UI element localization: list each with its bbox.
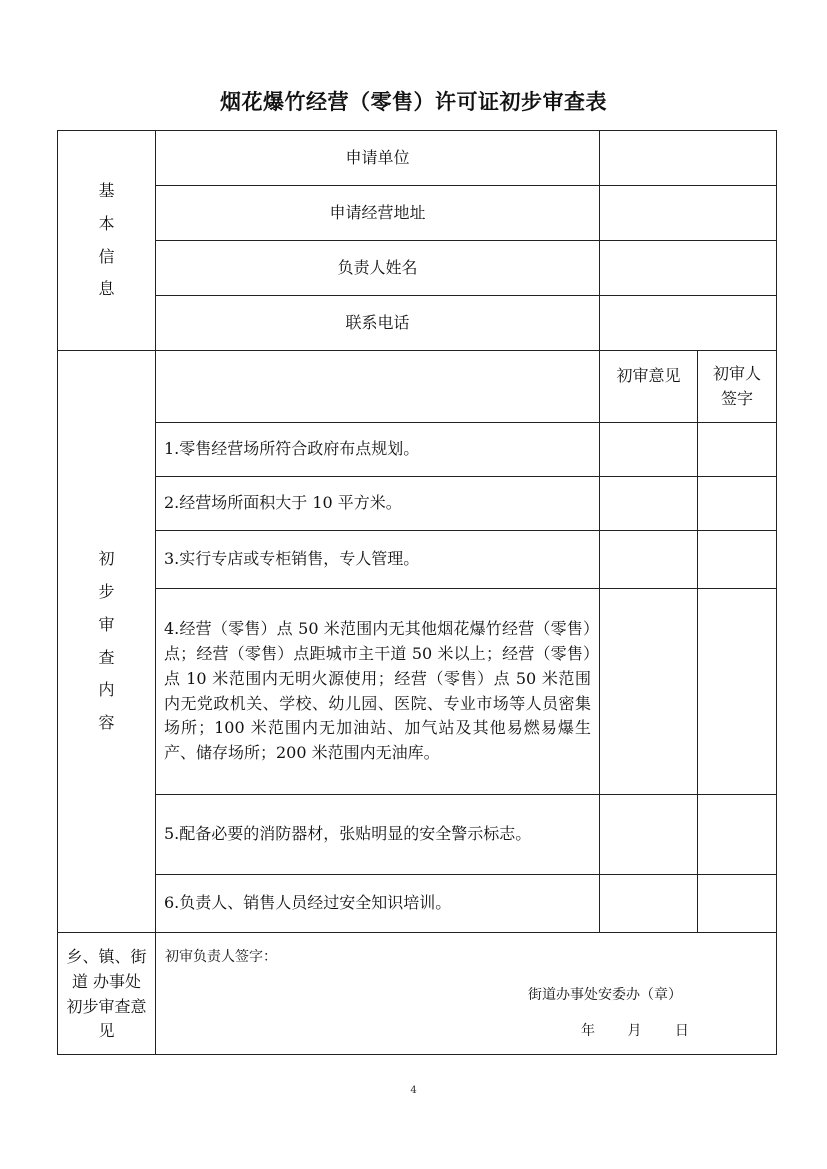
review-item-signature[interactable] — [698, 423, 777, 477]
review-item-opinion[interactable] — [600, 477, 698, 531]
date-year-label: 年 — [581, 1023, 595, 1039]
review-item-row — [58, 875, 777, 933]
review-item-signature[interactable] — [698, 795, 777, 875]
person-in-charge-label: 负责人姓名 — [156, 241, 600, 296]
review-section-label: 初 步 审 查 内 容 — [58, 351, 156, 933]
business-address-field[interactable] — [600, 186, 777, 241]
review-item-signature[interactable] — [698, 531, 777, 589]
date-day-label: 日 — [674, 1023, 689, 1039]
basic-info-row — [58, 131, 777, 186]
township-opinion-label: 乡、镇、街 道 办事处 初步审查意 见 — [58, 933, 156, 1055]
review-item-opinion[interactable] — [600, 795, 698, 875]
review-item-row — [58, 423, 777, 477]
review-item-opinion[interactable] — [600, 423, 698, 477]
basic-info-row — [58, 296, 777, 351]
opinion-column-header: 初审意见 — [600, 351, 698, 423]
signer-label: 初审负责人签字： — [165, 949, 277, 965]
page-number: 4 — [410, 1085, 417, 1096]
contact-phone-label: 联系电话 — [156, 296, 600, 351]
basic-info-section-label: 基 本 信 息 — [58, 131, 156, 351]
office-seal-text: 街道办事处安委办（章） — [528, 987, 682, 1003]
contact-phone-field[interactable] — [600, 296, 777, 351]
township-opinion-signature-area[interactable] — [156, 933, 777, 1055]
applicant-unit-field[interactable] — [600, 131, 777, 186]
review-item-opinion[interactable] — [600, 875, 698, 933]
review-item-opinion[interactable] — [600, 589, 698, 795]
review-item-row — [58, 795, 777, 875]
review-item-text: 4.经营（零售）点 50 米范围内无其他烟花爆竹经营（零售）点；经营（零售）点距城市主干道 50 米以上；经营（零售）点 10 米范围内无明火源使用；经营（零售）点 50 米范围内无党政机关、学校、幼儿园、医院、专业市场等人员密集场所；100 米范围内无加油站、加气站及其他易燃易爆生产、储存场所；200 米范围内无油库。 — [156, 589, 600, 795]
review-item-text: 2.经营场所面积大于 10 平方米。 — [156, 477, 600, 531]
review-item-text: 6.负责人、销售人员经过安全知识培训。 — [156, 875, 600, 933]
basic-info-row — [58, 186, 777, 241]
review-item-signature[interactable] — [698, 477, 777, 531]
signature-column-header: 初审人 签字 — [698, 351, 777, 423]
review-item-signature[interactable] — [698, 875, 777, 933]
review-item-row — [58, 531, 777, 589]
review-item-signature[interactable] — [698, 589, 777, 795]
township-opinion-row — [58, 933, 777, 1055]
review-item-text: 1.零售经营场所符合政府布点规划。 — [156, 423, 600, 477]
review-header-row — [58, 351, 777, 423]
review-item-text: 3.实行专店或专柜销售，专人管理。 — [156, 531, 600, 589]
page-title: 烟花爆竹经营（零售）许可证初步审查表 — [220, 90, 607, 114]
review-item-text: 5.配备必要的消防器材，张贴明显的安全警示标志。 — [156, 795, 600, 875]
review-form-table — [57, 130, 777, 1055]
review-header-blank — [156, 351, 600, 423]
business-address-label: 申请经营地址 — [156, 186, 600, 241]
signature-date — [581, 1021, 689, 1043]
review-item-row — [58, 477, 777, 531]
basic-info-row — [58, 241, 777, 296]
person-in-charge-field[interactable] — [600, 241, 777, 296]
date-month-label: 月 — [627, 1023, 642, 1039]
applicant-unit-label: 申请单位 — [156, 131, 600, 186]
review-item-opinion[interactable] — [600, 531, 698, 589]
review-item-row — [58, 589, 777, 795]
